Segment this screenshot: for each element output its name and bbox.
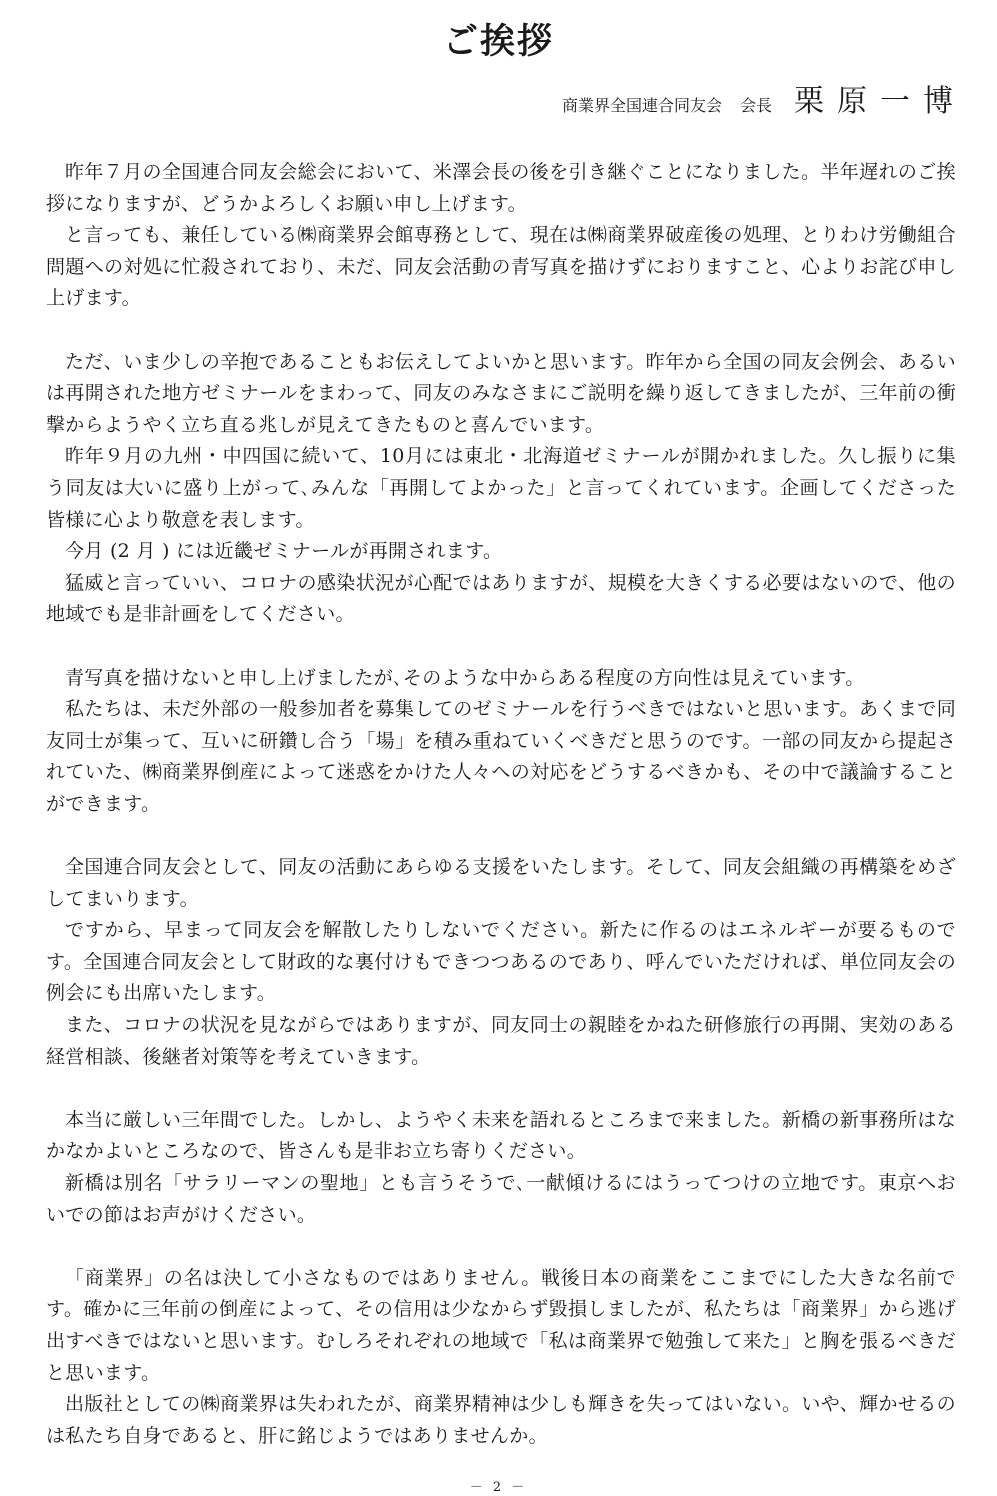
paragraph: 昨年７月の全国連合同友会総会において、米澤会長の後を引き継ぐことになりました。半年遅れのご挨拶になりますが、どうかよろしくお願い申し上げます。 <box>46 161 956 215</box>
paragraph: 今月 (2 月 ) には近畿ゼミナールが再開されます。 <box>65 540 503 563</box>
paragraph: 全国連合同友会として、同友の活動にあらゆる支援をいたします。そして、同友会組織の再構築をめざしてまいります。 <box>46 856 956 910</box>
paragraph: 出版社としての㈱商業界は失われたが、商業界精神は少しも輝きを失ってはいない。いや、輝かせるのは私たち自身であると、肝に銘じようではありませんか。 <box>46 1393 956 1447</box>
paragraph: また、コロナの状況を見ながらではありますが、同友同士の親睦をかねた研修旅行の再開、実効のある経営相談、後継者対策等を考えていきます。 <box>46 1014 956 1068</box>
paragraph: 私たちは、未だ外部の一般参加者を募集してのゼミナールを行うべきではないと思います。あくまで同友同士が集って、互いに研鑽し合う「場」を積み重ねていくべきだと思うのです。一部の同友から提起されていた、㈱商業界倒産によって迷惑をかけた人々への対応をどうするべきかも、その中で議論することができます。 <box>46 698 956 815</box>
author-role: 会長 <box>739 96 772 115</box>
page-number: － 2 － <box>469 1480 528 1495</box>
page-title: ご挨拶 <box>442 22 554 62</box>
author-organization: 商業界全国連合同友会 <box>561 96 722 115</box>
author-name: 栗原一博 <box>794 84 966 119</box>
author-line <box>561 76 966 120</box>
body-text <box>46 157 956 1452</box>
paragraph: 新橋は別名「サラリーマンの聖地」とも言うそうで､一献傾けるにはうってつけの立地です。東京へおいでの節はお声がけください。 <box>46 1172 956 1226</box>
paragraph: 本当に厳しい三年間でした。しかし、ようやく未来を語れるところまで来ました。新橋の新事務所はなかなかよいところなので、皆さんも是非お立ち寄りください。 <box>46 1108 956 1163</box>
paragraph: 青写真を描けないと申し上げましたが､そのような中からある程度の方向性は見えています。 <box>65 666 865 689</box>
paragraph: 「商業界」の名は決して小さなものではありません。戦後日本の商業をここまでにした大きな名前です。確かに三年前の倒産によって、その信用は少なからず毀損しましたが、私たちは「商業界」から逃げ出すべきではないと思います。むしろそれぞれの地域で「私は商業界で勉強して来た」と胸を張るべきだと思います。 <box>46 1266 956 1384</box>
paragraph: と言っても、兼任している㈱商業界会館専務として、現在は㈱商業界破産後の処理、とりわけ労働組合問題への対処に忙殺されており、未だ、同友会活動の青写真を描けずにおりますこと、心よりお詫び申し上げます。 <box>46 224 956 310</box>
paragraph: ですから、早まって同友会を解散したりしないでください。新たに作るのはエネルギーが要るものです。全国連合同友会として財政的な裏付けもできつつあるのであり、呼んでいただければ、単位同友会の例会にも出席いたします。 <box>46 919 956 1005</box>
paragraph: ただ、いま少しの辛抱であることもお伝えしてよいかと思います。昨年から全国の同友会例会、あるいは再開された地方ゼミナールをまわって、同友のみなさまにご説明を繰り返してきましたが、三年前の衝撃からようやく立ち直る兆しが見えてきたものと喜んでいます。 <box>46 350 956 436</box>
paragraph: 猛威と言っていい、コロナの感染状況が心配ではありますが、規模を大きくする必要はないので、他の地域でも是非計画をしてください。 <box>46 571 956 626</box>
paragraph: 昨年９月の九州・中四国に続いて、10月には東北・北海道ゼミナールが開かれました。久し振りに集う同友は大いに盛り上がって､みんな「再開してよかった」と言ってくれています。企画してくださった皆様に心より敬意を表します。 <box>46 445 956 531</box>
